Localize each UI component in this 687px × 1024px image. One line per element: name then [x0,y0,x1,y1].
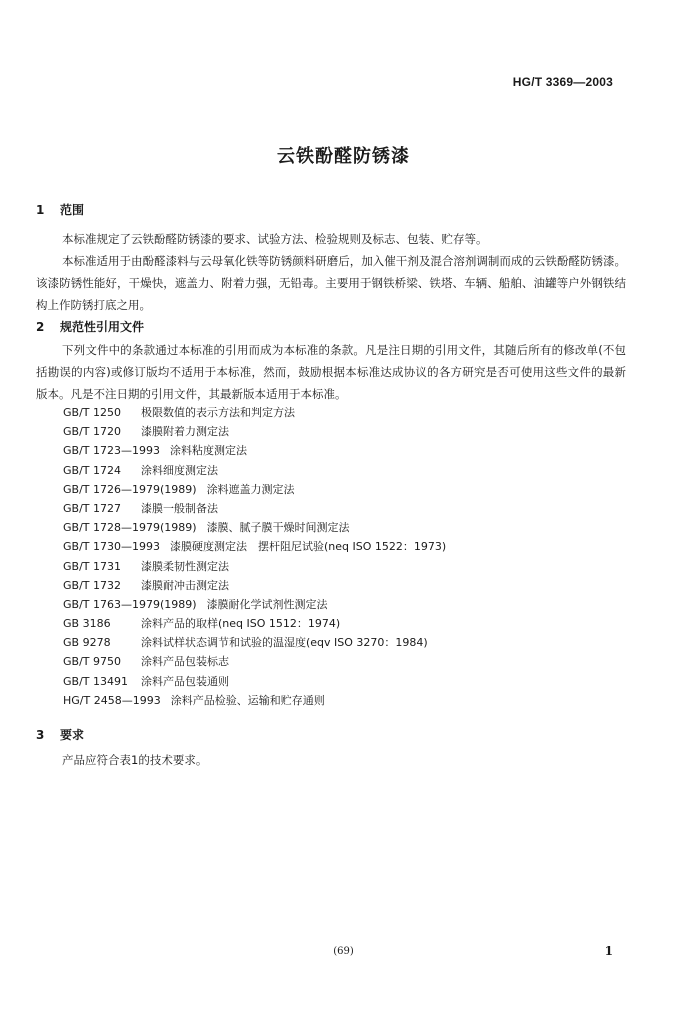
page-number: 1 [604,944,613,958]
reference-code: HG/T 2458—1993 [63,693,161,707]
reference-code: GB/T 1726—1979(1989) [63,482,197,496]
reference-title: 漆膜一般制备法 [141,501,218,515]
page-marker: (69) [333,946,354,957]
standard-code: HG/T 3369—2003 [512,75,613,89]
section-title: 规范性引用文件 [60,320,145,334]
reference-item [63,595,446,614]
section-title: 范围 [60,203,85,217]
reference-item [63,480,446,499]
reference-item [63,672,446,691]
reference-code: GB 9278 [63,636,111,650]
reference-code: GB/T 1723—1993 [63,444,160,458]
reference-title: 漆膜柔韧性测定法 [141,559,229,573]
section-1-paragraph-1: 本标准规定了云铁酚醛防锈漆的要求、试验方法、检验规则及标志、包装、贮存等。 [62,232,488,246]
section-2-paragraph-1: 下列文件中的条款通过本标准的引用而成为本标准的条款。凡是注日期的引用文件，其随后所有的修改单(不包括勘误的内容)或修订版均不适用于本标准，然而，鼓励根据本标准达成协议的各方研究是否可使用这些文件的最新版本。凡是不注日期的引用文件，其最新版本适用于本标准。 [36,343,626,401]
section-2-heading [36,318,144,335]
reference-title: 涂料产品包装通则 [141,674,229,688]
reference-title: 涂料产品包装标志 [141,655,229,669]
section-1-paragraph-2: 本标准适用于由酚醛漆料与云母氧化铁等防锈颜料研磨后，加入催干剂及混合溶剂调制而成的云铁酚醛防锈漆。该漆防锈性能好，干燥快，遮盖力、附着力强，无铅毒。主要用于钢铁桥梁、铁塔、车辆、船舶、油罐等户外钢铁结构上作防锈打底之用。 [36,254,626,312]
reference-code: GB/T 13491 [63,674,128,688]
section-number: 1 [36,203,45,217]
reference-code: GB/T 1728—1979(1989) [63,521,197,535]
reference-title: 漆膜、腻子膜干燥时间测定法 [206,521,350,535]
reference-item [63,441,446,460]
reference-code: GB/T 9750 [63,655,121,669]
section-1-heading [36,201,84,218]
document-title: 云铁酚醛防锈漆 [277,146,410,167]
section-3-paragraph-1: 产品应符合表1的技术要求。 [62,753,208,767]
reference-list [63,403,446,710]
reference-code: GB 3186 [63,617,111,631]
reference-item [63,422,446,441]
reference-title: 漆膜耐化学试剂性测定法 [206,597,328,611]
reference-item [63,461,446,480]
reference-title: 涂料粘度测定法 [169,444,247,458]
reference-item [63,403,446,422]
reference-item [63,537,446,556]
reference-code: GB/T 1763—1979(1989) [63,597,197,611]
reference-title: 漆膜耐冲击测定法 [141,578,229,592]
section-number: 3 [36,728,45,742]
section-number: 2 [36,320,45,334]
reference-code: GB/T 1727 [63,501,121,515]
reference-code: GB/T 1724 [63,463,121,477]
reference-code: GB/T 1732 [63,578,121,592]
reference-code: GB/T 1730—1993 [63,540,160,554]
reference-item [63,576,446,595]
reference-title: 涂料遮盖力测定法 [206,482,295,496]
reference-item [63,614,446,633]
section-3-heading [36,726,84,743]
reference-title: 漆膜硬度测定法 摆杆阻尼试验(neq ISO 1522：1973) [169,540,447,554]
reference-code: GB/T 1720 [63,425,121,439]
reference-title: 极限数值的表示方法和判定方法 [141,406,295,419]
reference-title: 涂料细度测定法 [141,463,218,477]
reference-code: GB/T 1731 [63,559,121,573]
section-title: 要求 [60,728,85,742]
reference-title: 涂料产品的取样(neq ISO 1512：1974) [141,617,341,631]
reference-item [63,652,446,671]
reference-title: 漆膜附着力测定法 [141,425,229,439]
reference-item [63,499,446,518]
reference-title: 涂料产品检验、运输和贮存通则 [170,693,325,707]
reference-item [63,557,446,576]
reference-item [63,518,446,537]
reference-code: GB/T 1250 [63,406,121,419]
reference-title: 涂料试样状态调节和试验的温湿度(eqv ISO 3270：1984) [141,636,428,650]
reference-item [63,691,446,710]
reference-item [63,633,446,652]
